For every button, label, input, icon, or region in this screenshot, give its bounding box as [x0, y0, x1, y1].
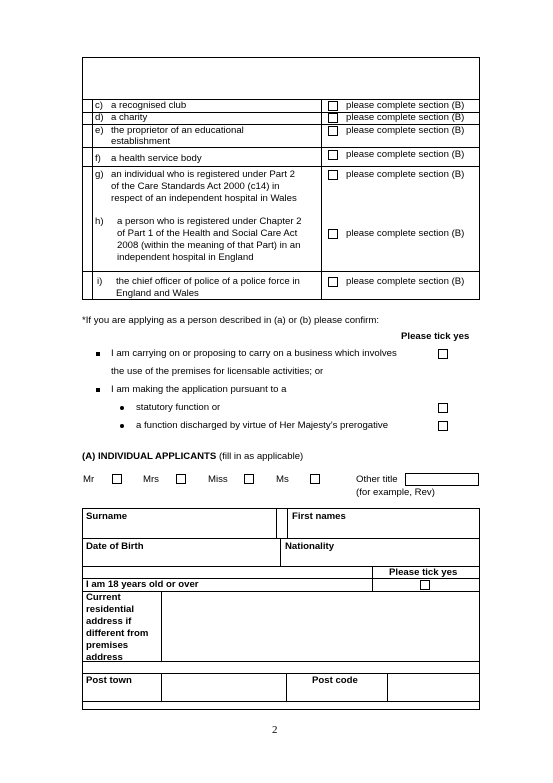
row-d-action: please complete section (B)	[346, 112, 465, 123]
row-h-text: independent hospital in England	[117, 252, 254, 263]
title-ms-checkbox[interactable]	[310, 474, 320, 484]
row-f-action: please complete section (B)	[346, 149, 465, 160]
row-c-checkbox[interactable]	[328, 101, 338, 111]
bullet-icon	[120, 406, 124, 410]
confirm-item-1: the use of the premises for licensable activities; or	[111, 366, 324, 377]
row-f-letter: f)	[95, 153, 101, 164]
table-divider	[82, 166, 480, 167]
row-e-action: please complete section (B)	[346, 125, 465, 136]
table-divider	[82, 591, 480, 592]
row-g-text: respect of an independent hospital in Wales	[111, 193, 297, 204]
row-g-text: an individual who is registered under Part 2	[111, 169, 295, 180]
table-divider	[161, 673, 162, 701]
row-c-action: please complete section (B)	[346, 100, 465, 111]
row-c-text: a recognised club	[111, 100, 187, 111]
row-d-text: a charity	[111, 112, 148, 123]
address-label: residential	[86, 604, 134, 615]
first-names-label: First names	[292, 511, 346, 522]
address-label: address	[86, 652, 123, 663]
surname-input[interactable]	[84, 523, 274, 536]
row-h-text: a person who is registered under Chapter 2	[117, 216, 302, 227]
table-divider	[82, 673, 480, 674]
table-divider	[387, 673, 388, 701]
bullet-icon	[120, 424, 124, 428]
row-i-checkbox[interactable]	[328, 277, 338, 287]
bullet-icon	[96, 352, 100, 356]
row-c-letter: c)	[95, 100, 103, 111]
row-f-text: a health service body	[111, 153, 202, 164]
statutory-function-checkbox[interactable]	[438, 403, 448, 413]
row-h-letter: h)	[95, 216, 104, 227]
title-mrs-checkbox[interactable]	[176, 474, 186, 484]
row-h-checkbox[interactable]	[328, 229, 338, 239]
row-i-action: please complete section (B)	[346, 276, 465, 287]
confirm-sub-2: a function discharged by virtue of Her Majesty’s prerogative	[136, 420, 389, 431]
table-divider	[286, 673, 287, 701]
row-i-text: England and Wales	[116, 288, 199, 299]
section-a-heading	[82, 451, 303, 463]
title-other-note: (for example, Rev)	[356, 487, 435, 498]
first-names-input[interactable]	[289, 523, 477, 536]
post-code-label: Post code	[312, 675, 358, 686]
row-d-checkbox[interactable]	[328, 113, 338, 123]
table-divider	[280, 538, 281, 566]
post-town-input[interactable]	[163, 675, 284, 699]
title-other-label: Other title	[356, 474, 398, 485]
row-f-checkbox[interactable]	[328, 150, 338, 160]
confirm-item-2: I am making the application pursuant to a	[111, 384, 287, 395]
row-g-letter: g)	[95, 169, 104, 180]
address-label: address if	[86, 616, 132, 627]
title-miss-checkbox[interactable]	[244, 474, 254, 484]
section-a-title: (A) INDIVIDUAL APPLICANTS	[82, 451, 217, 462]
row-e-text: the proprietor of an educational	[111, 125, 244, 136]
address-label: different from	[86, 628, 149, 639]
surname-label: Surname	[86, 511, 128, 522]
row-h-text: 2008 (within the meaning of that Part) in an	[117, 240, 301, 251]
table-divider	[82, 538, 480, 539]
section-a-note: (fill in as applicable)	[218, 451, 304, 462]
table-divider	[82, 271, 480, 272]
title-miss-label: Miss	[208, 474, 228, 485]
page-number: 2	[272, 724, 278, 736]
row-g-text: of the Care Standards Act 2000 (c14) in	[111, 181, 280, 192]
table-divider	[82, 661, 480, 662]
age-18-checkbox[interactable]	[420, 580, 430, 590]
bullet-icon	[96, 388, 100, 392]
address-label: Current	[86, 592, 121, 603]
row-g-action: please complete section (B)	[346, 169, 465, 180]
row-g-checkbox[interactable]	[328, 170, 338, 180]
table-divider	[92, 99, 93, 300]
business-checkbox[interactable]	[438, 349, 448, 359]
post-town-label: Post town	[86, 675, 132, 686]
other-title-input[interactable]	[405, 473, 479, 486]
address-input[interactable]	[163, 593, 478, 659]
table-divider	[321, 99, 322, 300]
confirm-intro: *If you are applying as a person described in (a) or (b) please confirm:	[82, 315, 380, 326]
nationality-input[interactable]	[282, 553, 478, 565]
table-divider	[161, 591, 162, 661]
row-e-text: establishment	[111, 136, 171, 147]
title-mr-label: Mr	[83, 474, 95, 485]
row-h-text: of Part 1 of the Health and Social Care Act	[117, 228, 298, 239]
row-e-checkbox[interactable]	[328, 126, 338, 136]
row-h-action: please complete section (B)	[346, 228, 465, 239]
title-mrs-label: Mrs	[143, 474, 159, 485]
confirm-item-1: I am carrying on or proposing to carry on a business which involves	[111, 348, 397, 359]
nationality-label: Nationality	[285, 541, 335, 552]
age-tick-header: Please tick yes	[389, 567, 458, 578]
table-divider	[82, 701, 480, 702]
row-i-letter: i)	[97, 276, 103, 287]
post-code-input[interactable]	[389, 675, 478, 699]
row-i-text: the chief officer of police of a police force in	[116, 276, 300, 287]
dob-label: Date of Birth	[86, 541, 144, 552]
table-divider	[287, 508, 288, 538]
title-ms-label: Ms	[276, 474, 289, 485]
address-label: premises	[86, 640, 129, 651]
confirm-sub-1: statutory function or	[136, 402, 221, 413]
row-d-letter: d)	[95, 112, 104, 123]
prerogative-checkbox[interactable]	[438, 421, 448, 431]
dob-input[interactable]	[84, 553, 278, 565]
table-divider	[276, 508, 277, 538]
confirm-tick-header: Please tick yes	[401, 331, 470, 342]
age-18-label: I am 18 years old or over	[86, 579, 199, 590]
row-e-letter: e)	[95, 125, 104, 136]
title-mr-checkbox[interactable]	[112, 474, 122, 484]
